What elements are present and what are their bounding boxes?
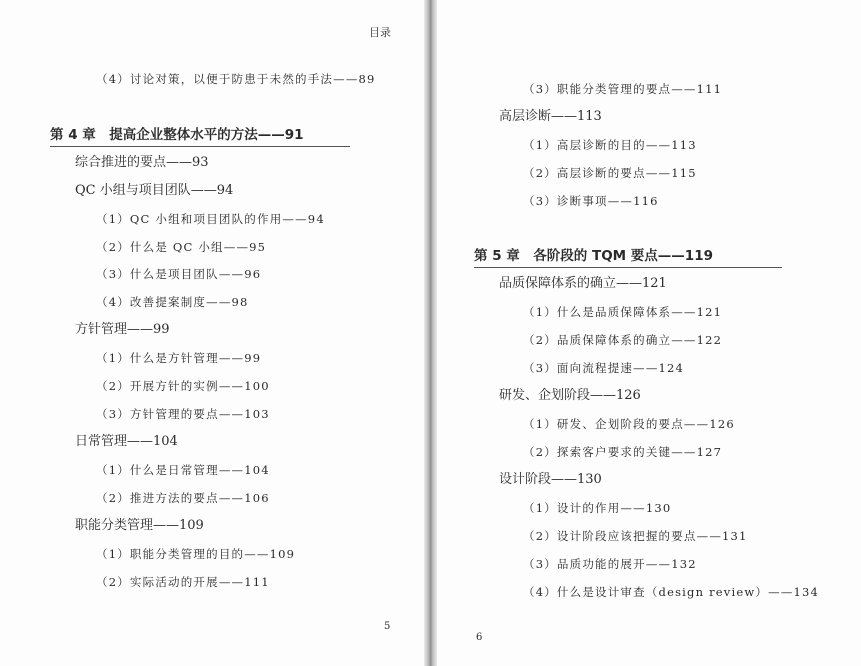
- chapter-heading: 第 5 章 各阶段的 TQM 要点——119: [474, 248, 713, 264]
- toc-entry: （1）设计的作用——130: [523, 501, 672, 515]
- right-page: [437, 0, 861, 666]
- toc-entry: （2）高层诊断的要点——115: [523, 166, 697, 180]
- toc-entry: （2）什么是 QC 小组——95: [96, 240, 267, 254]
- toc-entry: （2）设计阶段应该把握的要点——131: [523, 529, 748, 543]
- page-number: 5: [384, 621, 391, 632]
- toc-entry: （4）什么是设计审查（design review）——134: [523, 585, 820, 599]
- toc-entry: （2）探索客户要求的关键——127: [523, 445, 723, 459]
- left-page: [0, 0, 424, 666]
- toc-section: 品质保障体系的确立——121: [499, 276, 667, 291]
- toc-section: 综合推进的要点——93: [75, 155, 209, 170]
- toc-entry: （1）研发、企划阶段的要点——126: [523, 417, 735, 431]
- toc-section: 设计阶段——130: [499, 472, 602, 487]
- toc-entry: （3）职能分类管理的要点——111: [523, 82, 723, 96]
- toc-section: 高层诊断——113: [499, 109, 602, 124]
- chapter-underline: [474, 267, 782, 268]
- toc-entry: （4）改善提案制度——98: [96, 295, 249, 309]
- toc-entry: （1）什么是方针管理——99: [96, 351, 262, 365]
- toc-entry: （2）品质保障体系的确立——122: [523, 333, 723, 347]
- toc-section: QC 小组与项目团队——94: [75, 183, 234, 198]
- toc-entry: （3）面向流程提速——124: [523, 361, 685, 375]
- toc-section: 方针管理——99: [75, 322, 170, 337]
- book-gutter: [424, 0, 437, 666]
- toc-entry: （1）QC 小组和项目团队的作用——94: [96, 212, 325, 226]
- chapter-underline: [50, 146, 350, 147]
- toc-entry: （2）开展方针的实例——100: [96, 379, 270, 393]
- page-number: 6: [476, 632, 483, 643]
- toc-entry: （4）讨论对策，以便于防患于未然的手法——89: [96, 72, 376, 86]
- toc-entry: （3）方针管理的要点——103: [96, 407, 270, 421]
- toc-entry: （1）什么是日常管理——104: [96, 463, 270, 477]
- toc-section: 研发、企划阶段——126: [499, 388, 641, 403]
- toc-entry: （1）职能分类管理的目的——109: [96, 547, 296, 561]
- chapter-heading: 第 4 章 提高企业整体水平的方法——91: [50, 127, 304, 143]
- toc-section: 日常管理——104: [75, 434, 178, 449]
- toc-entry: （1）高层诊断的目的——113: [523, 138, 697, 152]
- toc-entry: （3）品质功能的展开——132: [523, 557, 697, 571]
- toc-entry: （1）什么是品质保障体系——121: [523, 305, 723, 319]
- toc-entry: （2）推进方法的要点——106: [96, 491, 270, 505]
- toc-entry: （2）实际活动的开展——111: [96, 575, 270, 589]
- toc-entry: （3）什么是项目团队——96: [96, 267, 262, 281]
- toc-section: 职能分类管理——109: [75, 518, 204, 533]
- toc-entry: （3）诊断事项——116: [523, 194, 659, 208]
- running-header: 目录: [369, 26, 391, 39]
